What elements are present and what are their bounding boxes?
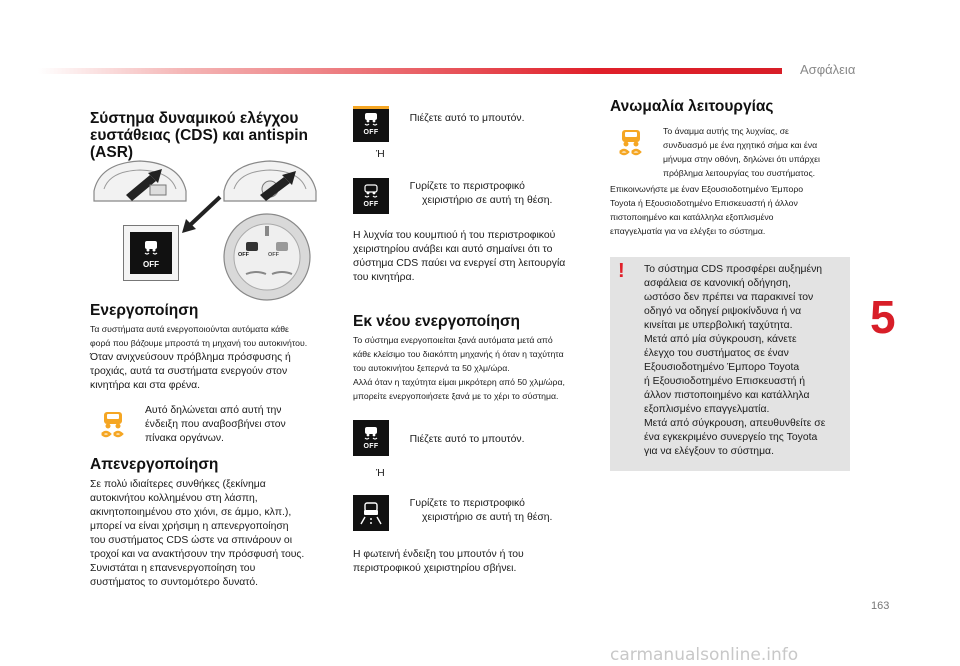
or-label-1: Ή (376, 149, 385, 160)
warning-note-text: Το σύστημα CDS προσφέρει αυξημένη ασφάλεια σε κανονική οδήγηση, ωστόσο δεν πρέπει να παρακινεί τον οδηγό να οδηγεί ριψοκίνδυνα ή να κινείται με υπερβολική ταχύτητα. Μετά από μία σύγκρουση, κάνετε έλεγχο του συστήματος σε έναν Εξουσιοδοτημένο Έμπορο Toyota ή Εξουσιοδοτημένο Επισκευαστή ή άλλον πιστοποιημένο και κατάλληλα εξοπλισμένο επαγγελματία. Μετά από σύγκρουση, απευθυνθείτε σε ένα εγκεκριμένο συνεργείο της Toyota για να ελέγξουν το σύστημα. (644, 264, 826, 457)
warning-note-box (610, 257, 850, 471)
rotary-selector-illustration (222, 212, 312, 302)
skid-car-icon (142, 238, 160, 256)
skid-warning-orange-icon (616, 128, 646, 160)
deactivation-text: Σε πολύ ιδιαίτερες συνθήκες (ξεκίνημα αυτοκινήτου κολλημένου στη λάσπη, ακινητοποιημένου στο χιόνι, σε άμμο, κλπ.), μπορεί να είναι χρήσιμη η απενεργοποίηση του συστήματος CDS ώστε να σπινάρουν οι τροχοί και να ανακτήσουν την πρόσφυσή τους. Συνιστάται η επανενεργοποίηση του συστήματος το συντομότερο δυνατό. (90, 479, 305, 588)
skid-car-icon (362, 183, 380, 199)
activation-text: Όταν ανιχνεύσουν πρόβλημα πρόσφυσης ή τροχιάς, αυτά τα συστήματα ενεργούν στον κινητήρα και στα φρένα. (90, 352, 291, 391)
chapter-number: 5 (870, 291, 896, 343)
malfunction-heading: Ανωμαλία λειτουργίας (610, 98, 774, 115)
step-turn-selector-2: Γυρίζετε το περιστροφικό χειριστήριο σε αυτή τη θέση. (409, 498, 553, 523)
dashboard-illustration-left (90, 155, 190, 207)
section-title: Ασφάλεια (800, 62, 856, 77)
skid-car-icon (362, 111, 380, 127)
skid-car-icon (362, 425, 380, 441)
cds-off-button-illustration: OFF (123, 225, 179, 281)
or-label-2: Ή (376, 468, 385, 479)
exclamation-icon: ! (618, 260, 625, 282)
dashboard-illustration-right (220, 155, 320, 207)
step-turn-selector-1: Γυρίζετε το περιστροφικό χειριστήριο σε αυτή τη θέση. (409, 181, 553, 206)
page-number: 163 (871, 600, 890, 612)
car-road-icon (359, 501, 383, 525)
reactivation-heading: Εκ νέου ενεργοποίηση (353, 313, 521, 330)
header-accent-bar (38, 68, 782, 74)
activation-heading: Ενεργοποίηση (90, 302, 199, 319)
road-mode-rotary-icon (353, 495, 389, 531)
activation-note: Αυτό δηλώνεται από αυτή την ένδειξη που αναβοσβήνει στον πίνακα οργάνων. (145, 405, 286, 444)
step-press-button-2: Πιέζετε αυτό το μπουτόν. (409, 434, 525, 445)
deactivation-heading: Απενεργοποίηση (90, 456, 219, 473)
step-press-button-1: Πιέζετε αυτό το μπουτόν. (409, 113, 525, 124)
watermark: carmanualsonline.info (610, 645, 799, 665)
skid-warning-orange-icon (98, 410, 128, 442)
malfunction-note: Το άναμμα αυτής της λυχνίας, σε συνδυασμό με ένα ηχητικό σήμα και ένα μήνυμα στην οθόνη, δηλώνει ότι υπάρχει πρόβλημα λειτουργίας του συστήματος. (663, 126, 820, 178)
cds-off-rotary-icon-1: OFF (353, 178, 389, 214)
cds-off-button-icon-1: OFF (353, 106, 389, 142)
malfunction-contact-text: Επικοινωνήστε με έναν Εξουσιοδοτημένο Έμπορο Toyota ή Εξουσιοδοτημένο Επισκευαστή ή άλλον πιστοποιημένο και κατάλληλα εξοπλισμένο επαγγελματία για να ελέγξει το σύστημα. (610, 184, 804, 236)
pointer-arrow-icon (180, 195, 230, 235)
reactivation-small-text: Το σύστημα ενεργοποιείται ξανά αυτόματα μετά από κάθε κλείσιμο του διακόπτη μηχανής ή όταν η ταχύτητα του αυτοκινήτου ξεπερνά τα 50 χλμ/ώρα. Αλλά όταν η ταχύτητα είμαι μικρότερη από 50 χλμ/ώρα, μπορείτε ενεργοποιήσετε ξανά με το χέρι το σύστημα. (353, 335, 565, 401)
reactivation-final-text: Η φωτεινή ένδειξη του μπουτόν ή του περιστροφικού χειριστηρίου σβήνει. (353, 549, 524, 574)
activation-small-text: Τα συστήματα αυτά ενεργοποιούνται αυτόματα κάθε φορά που βάζουμε μπροστά τη μηχανή του αυτοκινήτου. (90, 324, 308, 348)
cds-title: Σύστημα δυναμικού ελέγχου ευστάθειας (CDS) και antispin (ASR) (90, 110, 308, 161)
deactivation-result-text: Η λυχνία του κουμπιού ή του περιστροφικού χειριστηρίου ανάβει και αυτό σημαίνει ότι το σύστημα CDS παύει να ενεργεί στη λειτουργία του κινητήρα. (353, 230, 566, 283)
cds-off-button-icon-2: OFF (353, 420, 389, 456)
